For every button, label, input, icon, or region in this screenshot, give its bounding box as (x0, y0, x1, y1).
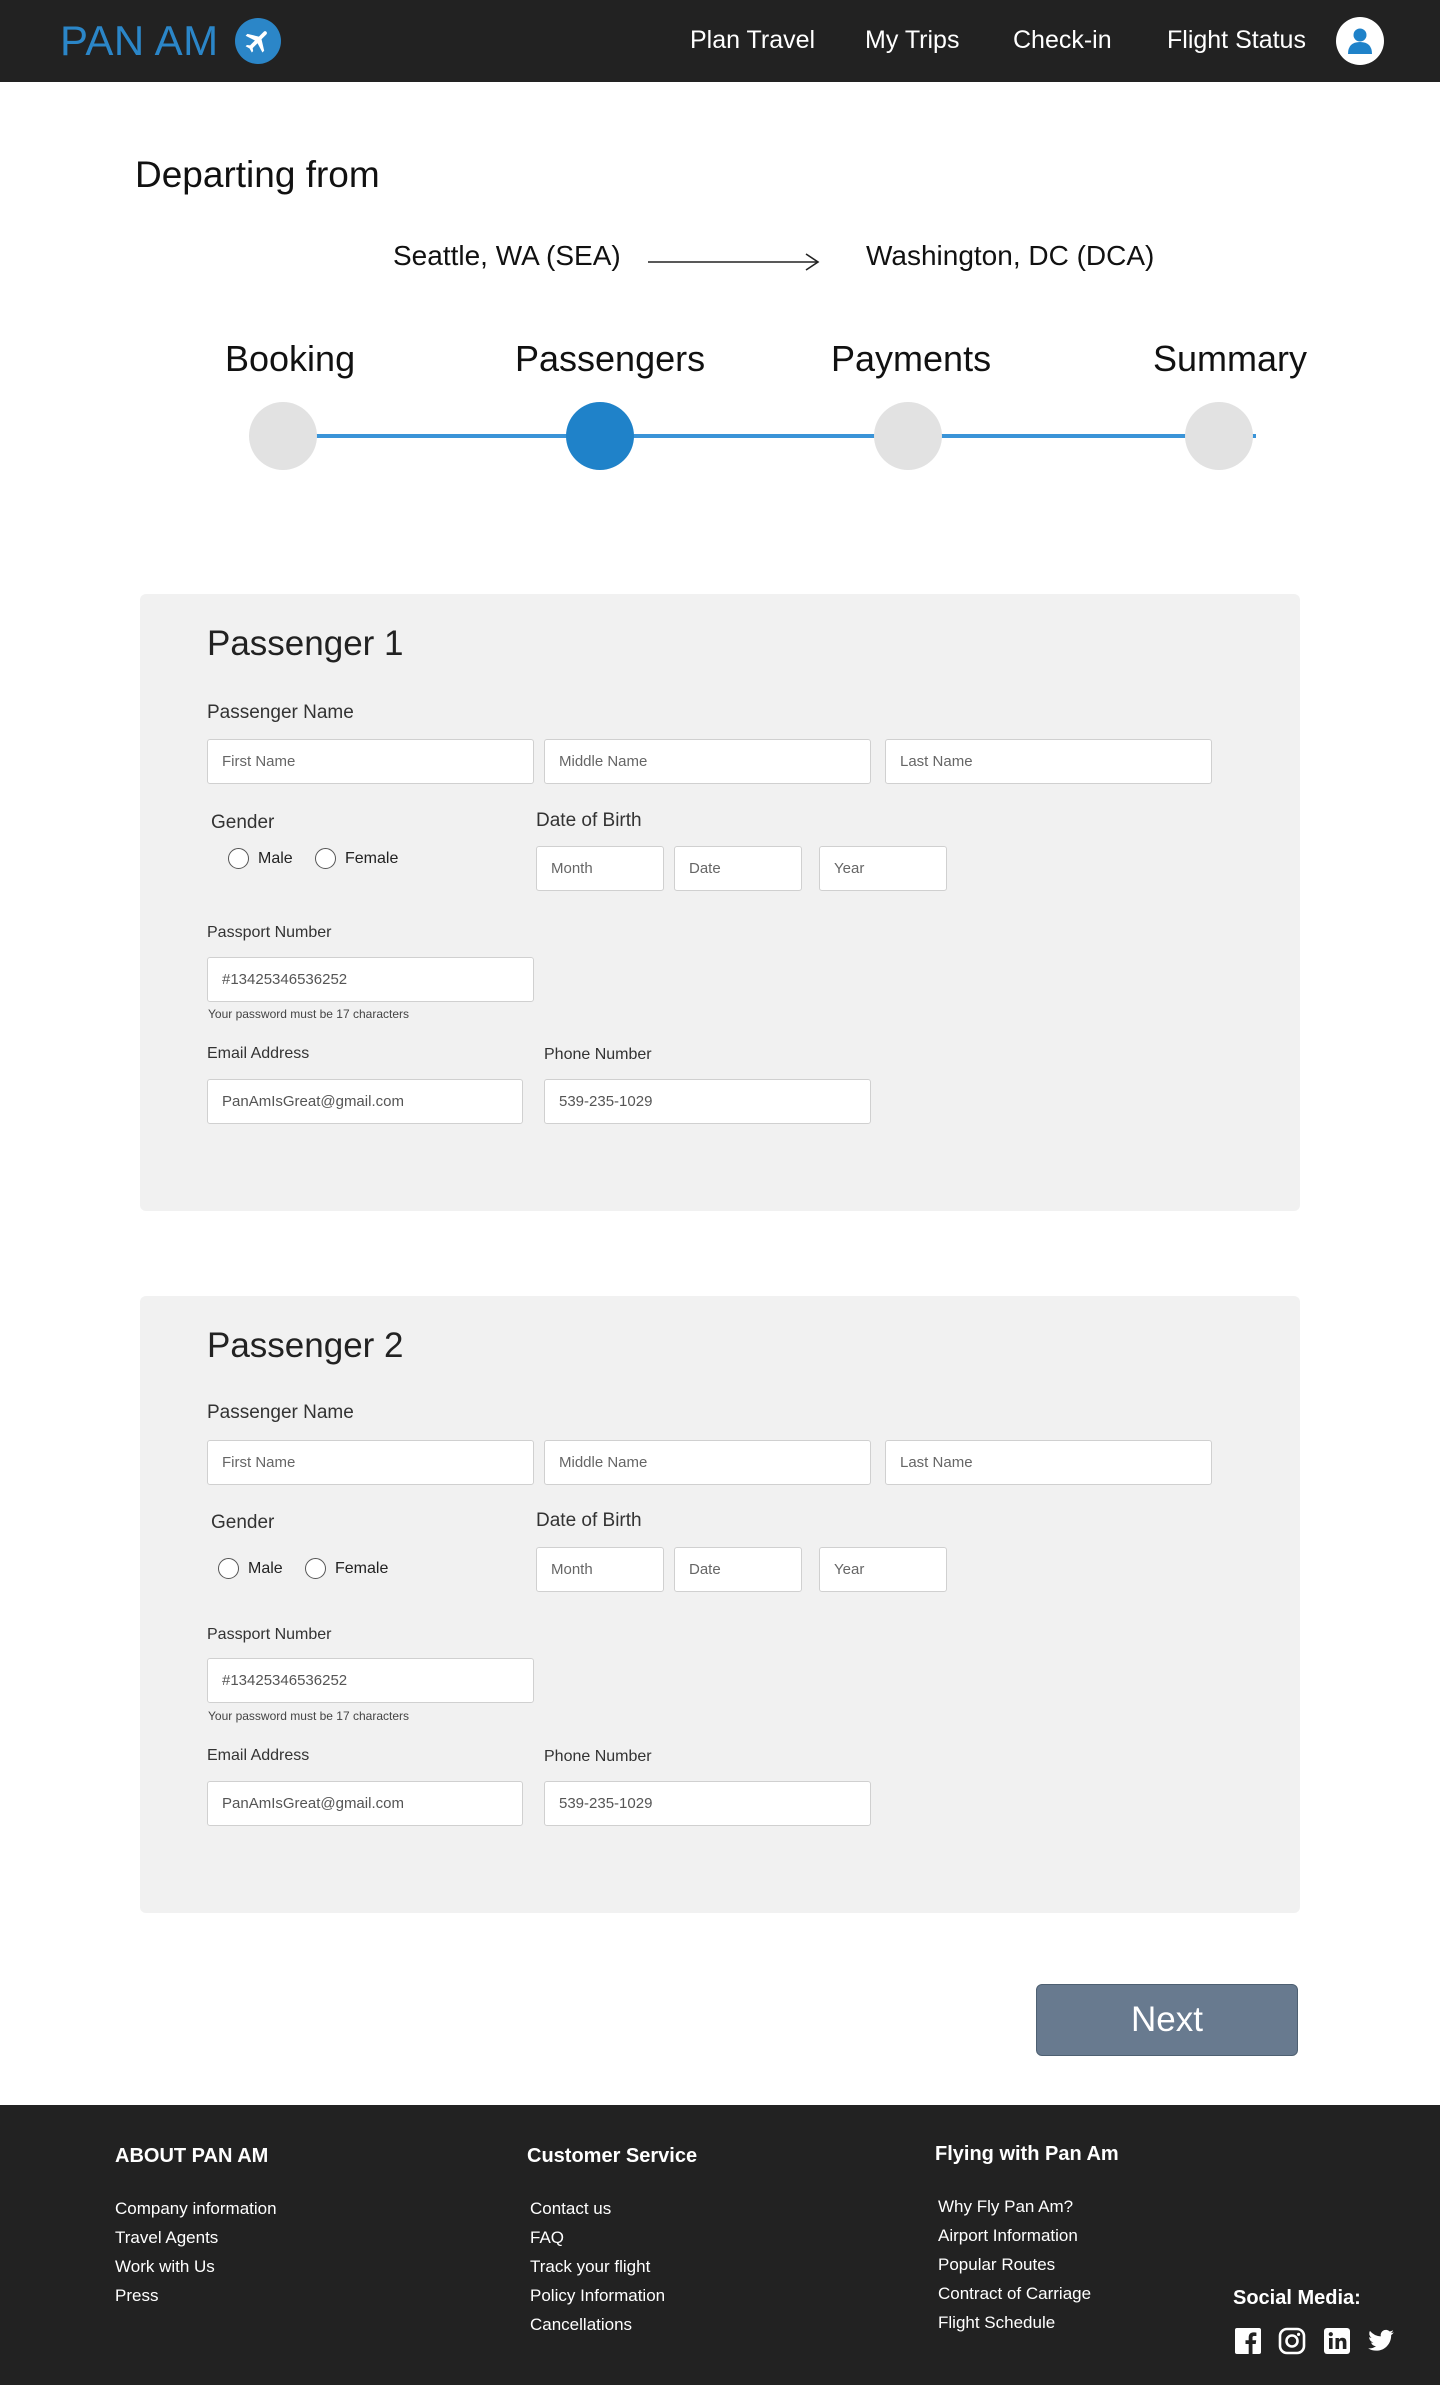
step-dot-booking[interactable] (249, 402, 317, 470)
footer-link[interactable]: Cancellations (530, 2315, 633, 2334)
dob-year-input[interactable] (819, 1547, 947, 1592)
step-dot-summary[interactable] (1185, 402, 1253, 470)
email-input[interactable] (207, 1079, 523, 1124)
phone-number-label: Phone Number (544, 1748, 652, 1765)
passenger-card-1 (140, 594, 1300, 1211)
footer-heading-flying: Flying with Pan Am (935, 2143, 1119, 2165)
radio-circle-icon (315, 848, 336, 869)
footer-link[interactable]: Track your flight (530, 2257, 651, 2276)
passenger-card-2 (140, 1296, 1300, 1913)
passport-hint: Your password must be 17 characters (208, 1709, 409, 1723)
dob-date-input[interactable] (674, 846, 802, 891)
first-name-input[interactable] (207, 1440, 534, 1485)
radio-circle-icon (228, 848, 249, 869)
passport-number-label: Passport Number (207, 924, 332, 941)
phone-input[interactable] (544, 1781, 871, 1826)
last-name-input[interactable] (885, 739, 1212, 784)
gender-female-label: Female (335, 1559, 389, 1577)
step-label-passengers: Passengers (515, 338, 706, 379)
passport-number-input[interactable] (207, 957, 534, 1002)
footer-heading-about: ABOUT PAN AM (115, 2145, 269, 2167)
phone-number-label: Phone Number (544, 1046, 652, 1063)
twitter-icon[interactable] (1366, 2327, 1396, 2355)
dob-year-input[interactable] (819, 846, 947, 891)
date-of-birth-label: Date of Birth (536, 810, 642, 831)
passenger-title: Passenger 2 (207, 1326, 404, 1365)
pan-am-logo[interactable] (60, 12, 281, 70)
gender-male-label: Male (248, 1559, 283, 1577)
nav-plan-travel[interactable]: Plan Travel (690, 26, 816, 54)
step-label-payments: Payments (831, 338, 992, 379)
passenger-name-label: Passenger Name (207, 702, 354, 723)
footer-heading-customer-service: Customer Service (527, 2145, 698, 2167)
footer-link[interactable]: Popular Routes (938, 2255, 1056, 2274)
footer-link[interactable]: Contract of Carriage (938, 2284, 1092, 2303)
footer-link[interactable]: Airport Information (938, 2226, 1078, 2245)
step-label-booking: Booking (225, 338, 356, 379)
gender-male-radio[interactable] (228, 848, 293, 869)
site-footer (0, 2105, 1440, 2385)
logo-text: PAN AM (60, 17, 219, 64)
step-dot-payments[interactable] (874, 402, 942, 470)
facebook-icon[interactable] (1234, 2327, 1262, 2355)
social-media-heading: Social Media: (1233, 2287, 1361, 2309)
arrow-right-icon (646, 248, 822, 276)
passenger-title: Passenger 1 (207, 624, 404, 663)
dob-month-input[interactable] (536, 1547, 664, 1592)
passenger-name-label: Passenger Name (207, 1402, 354, 1423)
middle-name-input[interactable] (544, 1440, 871, 1485)
step-dot-passengers[interactable] (566, 402, 634, 470)
nav-my-trips[interactable]: My Trips (865, 26, 960, 54)
email-address-label: Email Address (207, 1045, 310, 1062)
footer-link[interactable]: Flight Schedule (938, 2313, 1056, 2332)
gender-female-label: Female (345, 849, 399, 867)
airplane-icon (235, 18, 281, 64)
first-name-input[interactable] (207, 739, 534, 784)
gender-female-radio[interactable] (305, 1558, 388, 1579)
gender-female-radio[interactable] (315, 848, 398, 869)
date-of-birth-label: Date of Birth (536, 1510, 642, 1531)
footer-link[interactable]: Policy Information (530, 2286, 666, 2305)
passport-number-label: Passport Number (207, 1626, 332, 1643)
user-account-button[interactable] (1336, 17, 1384, 65)
phone-input[interactable] (544, 1079, 871, 1124)
footer-link[interactable]: Why Fly Pan Am? (938, 2197, 1074, 2216)
destination-city: Washington, DC (DCA) (866, 240, 1155, 271)
instagram-icon[interactable] (1278, 2327, 1306, 2355)
footer-link[interactable]: Company information (115, 2199, 277, 2218)
nav-check-in[interactable]: Check-in (1013, 26, 1112, 54)
last-name-input[interactable] (885, 1440, 1212, 1485)
user-icon (1347, 27, 1373, 55)
gender-male-radio[interactable] (218, 1558, 283, 1579)
footer-link[interactable]: Travel Agents (115, 2228, 219, 2247)
gender-male-label: Male (258, 849, 293, 867)
stepper-track (282, 434, 1256, 438)
top-navigation-bar (0, 0, 1440, 82)
origin-city: Seattle, WA (SEA) (393, 240, 621, 271)
dob-month-input[interactable] (536, 846, 664, 891)
footer-link[interactable]: FAQ (530, 2228, 565, 2247)
nav-flight-status[interactable]: Flight Status (1167, 26, 1306, 54)
gender-label: Gender (211, 812, 275, 833)
email-address-label: Email Address (207, 1747, 310, 1764)
linkedin-icon[interactable] (1323, 2327, 1351, 2355)
step-label-summary: Summary (1153, 338, 1308, 379)
dob-date-input[interactable] (674, 1547, 802, 1592)
radio-circle-icon (305, 1558, 326, 1579)
footer-link[interactable]: Work with Us (115, 2257, 215, 2276)
passport-hint: Your password must be 17 characters (208, 1007, 409, 1021)
page-title: Departing from (135, 154, 380, 195)
next-button[interactable]: Next (1036, 1984, 1298, 2056)
passport-number-input[interactable] (207, 1658, 534, 1703)
footer-link[interactable]: Press (115, 2286, 159, 2305)
radio-circle-icon (218, 1558, 239, 1579)
footer-link[interactable]: Contact us (530, 2199, 612, 2218)
gender-label: Gender (211, 1512, 275, 1533)
email-input[interactable] (207, 1781, 523, 1826)
middle-name-input[interactable] (544, 739, 871, 784)
